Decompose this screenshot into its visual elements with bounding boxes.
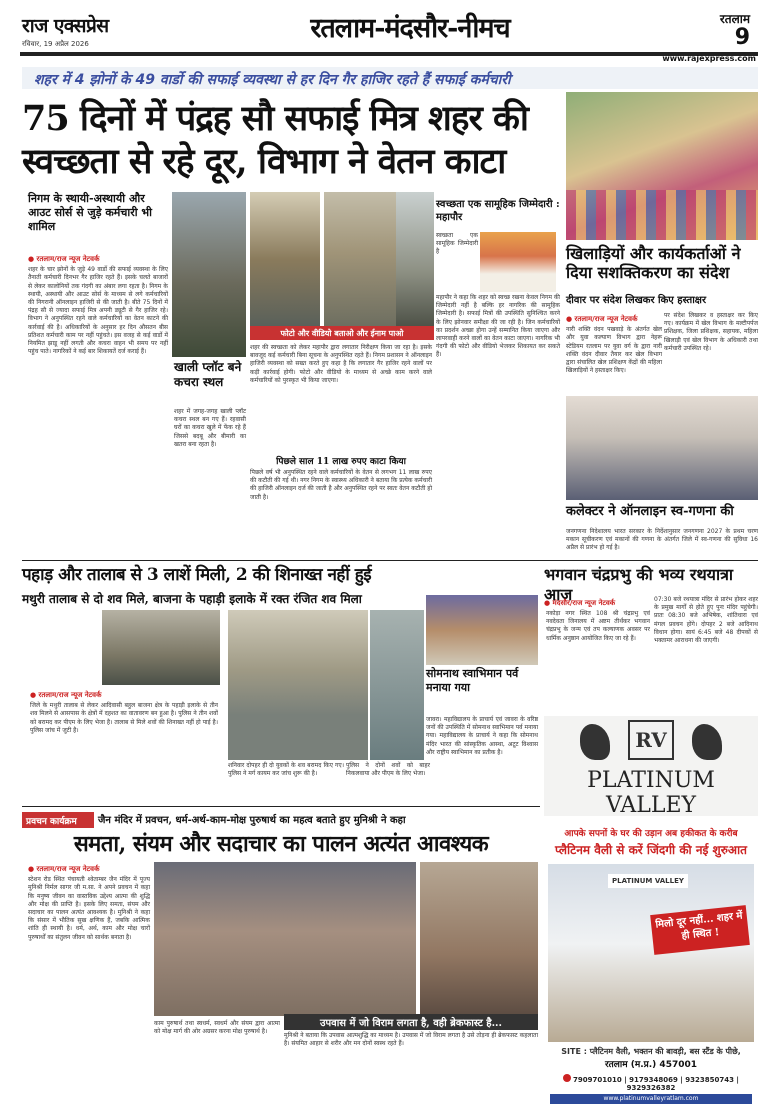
site-city: रतलाम (म.प्र.) 457001 xyxy=(604,1060,698,1070)
city-name: रतलाम xyxy=(719,12,750,26)
vacant-plot-text: शहर में जगह-जगह खाली प्लॉट कचरा स्थल बन गए हैं। रहवासी घरों का कचरा खुले में फेंक रहे हैं जिससे बदबू और बीमारी का खतरा बना रहता है। xyxy=(174,408,246,448)
side-column-1-text: नारी शक्ति वंदन पखवाड़े के अंतर्गत खेल और युवा कल्याण विभाग द्वारा नेहरू स्टेडियम रतलाम पर युवा वर्ग के द्वारा नारी शक्ति वंदन दीवार तैयार कर खेल विभाग द्वारा संचालित खेल प्रशिक्षण केंद्रों की महिला खिलाड़ियों ने हस्ताक्षर किए। xyxy=(566,326,662,375)
mayor-column: महापौर ने कहा कि शहर को स्वच्छ रखना केवल निगम की जिम्मेदारी नहीं है बल्कि हर नागरिक की सामूहिक जिम्मेदारी है। सफाई मित्रों की उपस्थिति सुनिश्चित करने के लिए झोनवार समीक्षा की जा रही है। जिन कर्मचारियों का प्रदर्शन अच्छा होगा उन्हें सम्मानित किया जाएगा और लापरवाही करने वालों का वेतन काटा जाएगा। नागरिक भी गंदगी की फोटो और वीडियो भेजकर शिकायत कर सकते हैं। xyxy=(436,294,560,359)
phone-icon xyxy=(563,1074,571,1082)
rv-logo: RV xyxy=(628,720,674,760)
ad-line-2: प्लैटिनम वैली से करें जिंदगी की नई शुरुआत xyxy=(554,843,747,857)
somnath-headline: सोमनाथ स्वाभिमान पर्व मनाया गया xyxy=(426,667,519,694)
pravachan-photo-2 xyxy=(420,862,538,1016)
ad-website[interactable]: www.platinumvalleyratlam.com xyxy=(550,1094,752,1104)
lead-column-6 xyxy=(250,452,432,556)
page-number: 9 xyxy=(734,25,750,50)
platinum-valley-ad[interactable] xyxy=(544,716,758,816)
pravachan-tag: प्रवचन कार्यक्रम xyxy=(22,812,94,828)
lead-subhead-text: निगम के स्थायी-अस्थायी और आउट सोर्स से जुड़े कर्मचारी भी शामिल xyxy=(28,192,152,233)
collector-headline: कलेक्टर ने ऑनलाइन स्व-गणना की xyxy=(566,504,734,519)
lake-photo-1 xyxy=(102,610,220,685)
site-address: SITE : प्लैटिनम वैली, भक्तन की बावड़ी, बस स्टैंड के पीछे, xyxy=(561,1047,741,1056)
pravachan-column-2: काम पुरुषार्थ तथा स्वधर्म, स्वधर्म और संयम द्वारा आत्मा को मोक्ष मार्ग की ओर अग्रसर करना मोक्ष पुरुषार्थ है। xyxy=(154,1020,280,1036)
section-divider xyxy=(22,560,758,561)
lake-column-1 xyxy=(30,688,218,800)
mayor-intro: स्वच्छता एक सामूहिक जिम्मेदारी है xyxy=(436,232,478,256)
board-sign: PLATINUM VALLEY xyxy=(608,874,688,888)
pravachan-column-1-text: स्टेशन रोड स्थित पंचायती श्वेताम्बर जैन मंदिर में पूज्य मुनिश्री निर्मल सागर जी म.सा. ने अपने प्रवचन में कहा कि मनुष्य जीवन का वास्तविक उद्देश्य आत्मा की शुद्धि और मोक्ष की प्राप्ति है। इसके लिए समता, संयम और सदाचार का पालन अत्यंत आवश्यक है। मुनिश्री ने कहा कि संसार में भौतिक सुख क्षणिक हैं, जबकि आत्मिक शांति ही स्थायी है। धर्म, अर्थ, काम और मोक्ष चारों पुरुषार्थों का संतुलन जीवन को सार्थक बनाता है। xyxy=(28,876,150,941)
mayor-quote-headline: स्वच्छता एक सामूहिक जिम्मेदारी : महापौर xyxy=(436,199,560,223)
website-url[interactable]: www.rajexpress.com xyxy=(662,54,756,63)
lead-photo-1 xyxy=(172,192,246,357)
side-story-photo xyxy=(566,92,758,240)
lead-kicker: शहर में 4 झोनों के 49 वार्डो की सफाई व्यवस्था से हर दिन गैर हाजिर रहते हैं सफाई कर्मचारी xyxy=(22,67,758,89)
somnath-text: जावरा। महाविद्यालय के प्राचार्य एवं जावरा के वरिष्ठ जनों की उपस्थिति में सोमनाथ स्वाभिमान पर्व मनाया गया। महाविद्यालय के प्राचार्य ने कहा कि सोमनाथ मंदिर भारत की सांस्कृतिक आस्था, अटूट विश्वास और राष्ट्रीय स्वाभिमान का प्रतीक है। xyxy=(426,716,538,756)
ratha-byline: ● मंदसौर/राज न्यूज नेटवर्क xyxy=(544,599,644,607)
lead-photo-2 xyxy=(250,192,320,327)
pravachan-kicker: जैन मंदिर में प्रवचन, धर्म-अर्थ-काम-मोक्ष पुरुषार्थ का महत्व बताते हुए मुनिश्री ने कहा xyxy=(98,815,406,826)
family-photo xyxy=(548,864,754,1042)
lead-headline: 75 दिनों में पंद्रह सौ सफाई मित्र शहर की स्वच्छता से रहे दूर, विभाग ने वेतन काटा xyxy=(22,98,528,182)
vacant-plot-subhead: खाली प्लॉट बने कचरा स्थल xyxy=(174,360,242,389)
side-story-subhead: दीवार पर संदेश लिखकर किए हस्ताक्षर xyxy=(566,295,707,306)
location-stamp: मिलो दूर नहीं... शहर में ही स्थित ! xyxy=(650,905,750,955)
real-estate-ad[interactable] xyxy=(544,820,758,1100)
lake-subhead: मथुरी तालाब से दो शव मिले, बाजना के पहाड़ी इलाके में रक्त रंजित शव मिला xyxy=(22,592,362,606)
masthead-brand xyxy=(22,12,202,54)
edition-title: रतलाम-मंदसौर-नीमच xyxy=(310,13,510,44)
pravachan-divider xyxy=(22,806,540,807)
page-marker xyxy=(680,10,750,50)
upvas-headline: उपवास में जो विराम लगता है, वही ब्रेकफास्ट है... xyxy=(284,1014,538,1030)
somnath-photo xyxy=(426,595,538,665)
last-year-text: पिछले वर्ष भी अनुपस्थित रहने वाले कर्मचारियों के वेतन से लगभग 11 लाख रुपए की कटौती की गई थी। नगर निगम के स्वास्थ्य अधिकारी ने बताया कि प्रत्येक कर्मचारी की हाजिरी ऑनलाइन दर्ज की जाती है और अनुपस्थित रहने पर स्वतः वेतन कटौती हो जाती है। xyxy=(250,469,433,501)
phone-numbers[interactable] xyxy=(550,1074,752,1092)
lead-subhead xyxy=(28,192,166,240)
pravachan-byline: ● रतलाम/राज न्यूज नेटवर्क xyxy=(28,865,150,873)
side-column-1 xyxy=(566,312,662,394)
ad-line-1: आपके सपनों के घर की उड़ान अब हकीकत के करीब xyxy=(564,829,738,839)
pravachan-headline: समता, संयम और सदाचार का पालन अत्यंत आवश्यक xyxy=(73,831,489,857)
horse-right-icon xyxy=(692,724,722,760)
lake-photo-3 xyxy=(370,610,424,760)
phone-text: 7909701010 | 9179348069 | 9323850743 | 9329326382 xyxy=(573,1076,739,1092)
side-story-headline: खिलाड़ियों और कार्यकर्ताओं ने दिया सशक्तिकरण का संदेश xyxy=(566,244,741,282)
lead-column-1 xyxy=(28,252,168,557)
lake-column-1-text: जिले के मथुरी तालाब से लेकर आदिवासी बहुल बाजना क्षेत्र के पहाड़ी इलाके से तीन शव मिलने से आसपास के क्षेत्रों में दहशत का वातावरण बन हुआ है। पुलिस ने तीन शवों को बरामद कर पीएम के लिए भेजा है। तालाब से मिले शवों की शिनाख्त नहीं हो पाई है। पुलिस जांच में जुटी है। xyxy=(30,702,218,734)
issue-date: रविवार, 19 अप्रैल 2026 xyxy=(22,40,89,48)
lake-byline: ● रतलाम/राज न्यूज नेटवर्क xyxy=(30,691,218,699)
pravachan-photo-1 xyxy=(154,862,416,1016)
photo-caption-banner: फोटो और वीडियो बताओ और ईनाम पाओ xyxy=(250,326,434,340)
ad-brand-name: PLATINUM VALLEY xyxy=(587,768,715,818)
mayor-photo xyxy=(480,232,556,292)
pravachan-column-1 xyxy=(28,862,150,1098)
horse-left-icon xyxy=(580,724,610,760)
lake-column-2: शनिवार दोपहर ही दो युवकों के शव बरामद किए गए। पुलिस ने मर्ग कायम कर जांच शुरू की है। xyxy=(228,762,344,778)
side-byline: ● रतलाम/राज न्यूज नेटवर्क xyxy=(566,315,662,323)
collector-text: जनगणना निदेशालय भारत सरकार के निर्देशानुसार जनगणना 2027 के प्रथम चरण मकान सूचीकरण एवं मकानों की गणना के अंतर्गत जिले में स्व-गणना की सुविधा 16 अप्रैल से प्रारंभ हो गई है। xyxy=(566,528,758,552)
ratha-column-2: 07:30 बजे रथयात्रा मंदिर से प्रारंभ होकर शहर के प्रमुख मार्गों से होते हुए पुनः मंदिर पहुंचेगी। प्रातः 08:30 बजे अभिषेक, शांतिधारा एवं मंगल प्रवचन होंगे। दोपहर 2 बजे आदिनाथ विधान होगा। सायं 6:45 बजे 48 दीपकों से भक्तामर आराधना की जाएगी। xyxy=(654,596,758,645)
lake-photo-2 xyxy=(228,610,368,760)
side-column-2: पर संदेश लिखकर व हस्ताक्षर कर किए गए। कार्यक्रम में खेल विभाग के मल्टीपर्पज प्रशिक्षक, जिला प्रशिक्षक, सहायक, महिला खिलाड़ी एवं खेल विभाग के अधिकारी तथा कर्मचारी उपस्थित रहे। xyxy=(664,312,758,352)
upvas-text: मुनिश्री ने बताया कि उपवास आत्मशुद्धि का माध्यम है। उपवास में जो विराम लगता है उसे तोड़ना ही ब्रेकफास्ट कहलाता है। संयमित आहार से शरीर और मन दोनों स्वस्थ रहते हैं। xyxy=(284,1032,538,1048)
lead-byline: ● रतलाम/राज न्यूज नेटवर्क xyxy=(28,255,168,263)
ratha-column-1: नकोड़ा नगर स्थित 108 श्री चंद्रप्रभु एवं नवदेवता जिनालय में अष्टम तीर्थंकर भगवान चंद्रप्रभु के जन्म एवं तप कल्याणक अवसर पर धार्मिक अनुष्ठान आयोजित किए जा रहे हैं। xyxy=(546,610,650,642)
brand-name: राज एक्सप्रेस xyxy=(22,15,109,37)
ratha-byline-wrap xyxy=(544,596,644,608)
lead-column-3: शहर की स्वच्छता को लेकर महापौर द्वारा लगातार निरीक्षण किया जा रहा है। इसके बावजूद कई कर्मचारी बिना सूचना के अनुपस्थित रहते हैं। निगम प्रशासन ने ऑनलाइन हाजिरी व्यवस्था को सख्त करते हुए कहा है कि लगातार गैर हाजिर रहने वालों पर कड़ी कार्रवाई होगी। फोटो और वीडियो के माध्यम से अच्छे काम करने वाले कर्मचारियों को पुरस्कृत भी किया जाएगा। xyxy=(250,344,432,384)
collector-photo xyxy=(566,396,758,500)
last-year-subhead: पिछले साल 11 लाख रुपए काटा किया xyxy=(276,457,406,467)
lake-column-3: पुलिस ने दोनों शवों को बाहर निकलवाया और पीएम के लिए भेजा। xyxy=(346,762,430,778)
ratha-headline: भगवान चंद्रप्रभु की भव्य रथयात्रा आज xyxy=(544,565,734,604)
lead-column-1-text: शहर के चार झोनों के जुड़े 49 वार्डो की सफाई व्यवस्था के लिए तैनाती कर्मचारी दिनभर गैर हाजिर रहते हैं। इसके चलते बाजारों से लेकर कालोनियों तक गंदगी का अंबार लगा रहता है। निगम के स्थायी, अस्थायी और आउट सोर्स के माध्यम से लगे कर्मचारियों की निगरानी ऑनलाइन हाजिरी से की जाती है। बीते 75 दिनों में पंद्रह सौ से ज्यादा सफाई मित्र अपनी ड्यूटी से गैर हाजिर रहे। विभाग ने अनुपस्थित रहने वाले कर्मचारियों का वेतन काटने की कार्रवाई की है। अधिकारियों के अनुसार हर दिन औसतन बीस प्रतिशत कर्मचारी काम पर नहीं पहुंचते। इस वजह से कई वार्डो में नियमित झाडू नहीं लगती और कचरा वाहन भी समय पर नहीं पहुंच पाते। नागरिकों ने कई बार शिकायतें दर्ज कराई हैं। xyxy=(28,266,168,356)
lake-headline: पहाड़ और तालाब से 3 लाशें मिली, 2 की शिनाख्त नहीं हुई xyxy=(22,565,372,585)
lead-photo-4 xyxy=(396,192,434,327)
lead-photo-3 xyxy=(324,192,396,327)
